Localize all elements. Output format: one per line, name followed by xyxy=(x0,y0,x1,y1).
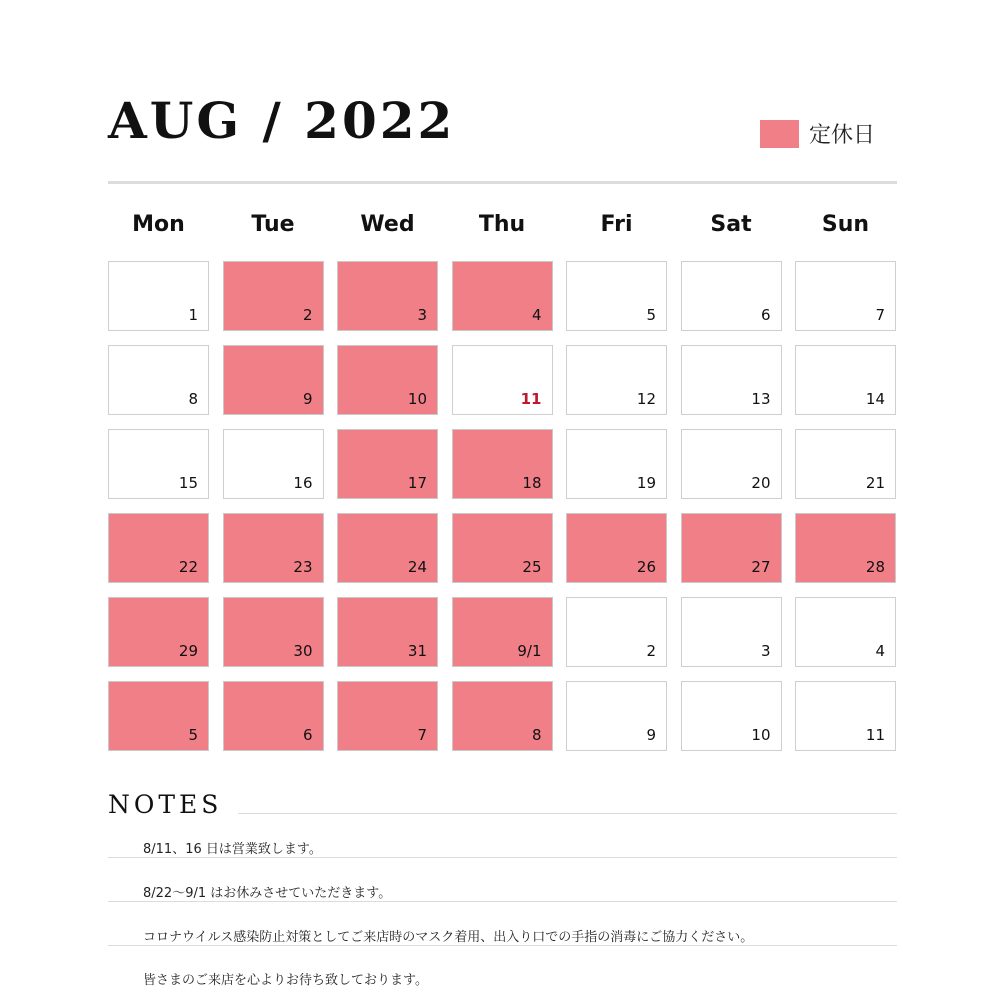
legend-swatch xyxy=(760,120,799,148)
weekday-sun: Sun xyxy=(821,212,870,237)
calendar-day xyxy=(566,597,667,667)
calendar-day-closed xyxy=(337,261,438,331)
day-number: 26 xyxy=(636,558,656,576)
calendar-day xyxy=(566,345,667,415)
calendar-day xyxy=(795,681,896,751)
calendar-day-closed xyxy=(223,681,324,751)
day-number: 4 xyxy=(531,306,542,324)
calendar-day-closed xyxy=(223,261,324,331)
calendar-day xyxy=(795,345,896,415)
calendar-day-closed xyxy=(337,597,438,667)
day-number: 30 xyxy=(293,642,313,660)
day-number: 6 xyxy=(760,306,771,324)
day-number: 23 xyxy=(293,558,313,576)
day-number: 29 xyxy=(178,642,198,660)
legend-label: 定休日 xyxy=(809,123,876,148)
calendar-day-closed xyxy=(566,513,667,583)
day-number: 18 xyxy=(522,474,542,492)
note-line-3: コロナウイルス感染防止対策としてご来店時のマスク着用、出入り口での手指の消毒にご協力ください。 xyxy=(143,930,754,945)
day-number: 2 xyxy=(646,642,656,660)
day-number: 20 xyxy=(751,474,771,492)
day-number: 2 xyxy=(302,306,313,324)
calendar-day-closed xyxy=(108,597,209,667)
day-number: 31 xyxy=(407,642,427,660)
weekday-thu: Thu xyxy=(478,212,526,237)
day-number: 22 xyxy=(178,558,198,576)
calendar-day xyxy=(108,345,209,415)
day-number: 12 xyxy=(636,390,656,408)
day-number: 7 xyxy=(417,726,427,744)
calendar-day xyxy=(108,429,209,499)
calendar-day xyxy=(566,681,667,751)
day-number: 11 xyxy=(520,390,542,408)
day-number: 10 xyxy=(751,726,771,744)
calendar-day xyxy=(681,429,782,499)
legend xyxy=(760,118,875,149)
day-number: 19 xyxy=(636,474,656,492)
day-number: 4 xyxy=(875,642,885,660)
day-number: 28 xyxy=(865,558,885,576)
day-number: 13 xyxy=(751,390,771,408)
note-divider xyxy=(108,945,897,946)
calendar-day xyxy=(681,681,782,751)
calendar-day xyxy=(566,261,667,331)
calendar-day-closed xyxy=(795,513,896,583)
day-number: 9/1 xyxy=(517,642,542,660)
weekday-sat: Sat xyxy=(710,212,752,237)
calendar-day-closed xyxy=(452,513,553,583)
weekday-mon: Mon xyxy=(132,212,185,237)
day-number: 11 xyxy=(865,726,885,744)
calendar-day xyxy=(795,261,896,331)
weekday-fri: Fri xyxy=(600,212,633,237)
calendar-day-closed xyxy=(452,261,553,331)
calendar-day-closed xyxy=(681,513,782,583)
calendar-day-closed xyxy=(337,345,438,415)
day-number: 3 xyxy=(760,642,771,660)
note-line-2: 8/22〜9/1 はお休みさせていただきます。 xyxy=(143,886,392,901)
day-number: 3 xyxy=(417,306,427,324)
day-number: 27 xyxy=(751,558,771,576)
calendar-day-closed xyxy=(223,345,324,415)
calendar-day-closed xyxy=(452,429,553,499)
notes-title-rule xyxy=(238,813,897,814)
calendar-day-closed xyxy=(452,681,553,751)
day-number: 15 xyxy=(178,474,198,492)
day-number: 10 xyxy=(407,390,427,408)
day-number: 8 xyxy=(188,390,198,408)
day-number: 7 xyxy=(875,306,885,324)
day-number: 9 xyxy=(302,390,313,408)
calendar-day-closed xyxy=(223,513,324,583)
header-divider xyxy=(108,181,897,184)
note-line-1: 8/11、16 日は営業致します。 xyxy=(143,842,322,857)
calendar-day-closed xyxy=(337,513,438,583)
day-number: 16 xyxy=(293,474,313,492)
calendar-day xyxy=(452,345,553,415)
calendar-day xyxy=(223,429,324,499)
calendar-day xyxy=(795,597,896,667)
note-divider xyxy=(108,857,897,858)
calendar-day xyxy=(566,429,667,499)
calendar-day-closed xyxy=(452,597,553,667)
notes-title: NOTES xyxy=(108,790,223,819)
weekday-tue: Tue xyxy=(251,212,295,237)
calendar-day-closed xyxy=(337,429,438,499)
day-number: 6 xyxy=(302,726,313,744)
day-number: 24 xyxy=(407,558,427,576)
calendar-day xyxy=(681,597,782,667)
calendar-day xyxy=(795,429,896,499)
calendar-day xyxy=(681,345,782,415)
day-number: 25 xyxy=(522,558,542,576)
calendar-day-closed xyxy=(223,597,324,667)
calendar-title: AUG / 2022 xyxy=(108,91,456,150)
day-number: 9 xyxy=(646,726,656,744)
day-number: 5 xyxy=(188,726,198,744)
calendar-day xyxy=(108,261,209,331)
note-divider xyxy=(108,901,897,902)
calendar-day xyxy=(681,261,782,331)
note-line-4: 皆さまのご来店を心よりお待ち致しております。 xyxy=(143,973,428,988)
day-number: 8 xyxy=(531,726,542,744)
day-number: 21 xyxy=(865,474,885,492)
calendar-day-closed xyxy=(337,681,438,751)
weekday-wed: Wed xyxy=(360,212,415,237)
day-number: 1 xyxy=(188,306,198,324)
day-number: 14 xyxy=(865,390,885,408)
calendar-day-closed xyxy=(108,513,209,583)
day-number: 17 xyxy=(407,474,427,492)
calendar-day-closed xyxy=(108,681,209,751)
day-number: 5 xyxy=(646,306,656,324)
